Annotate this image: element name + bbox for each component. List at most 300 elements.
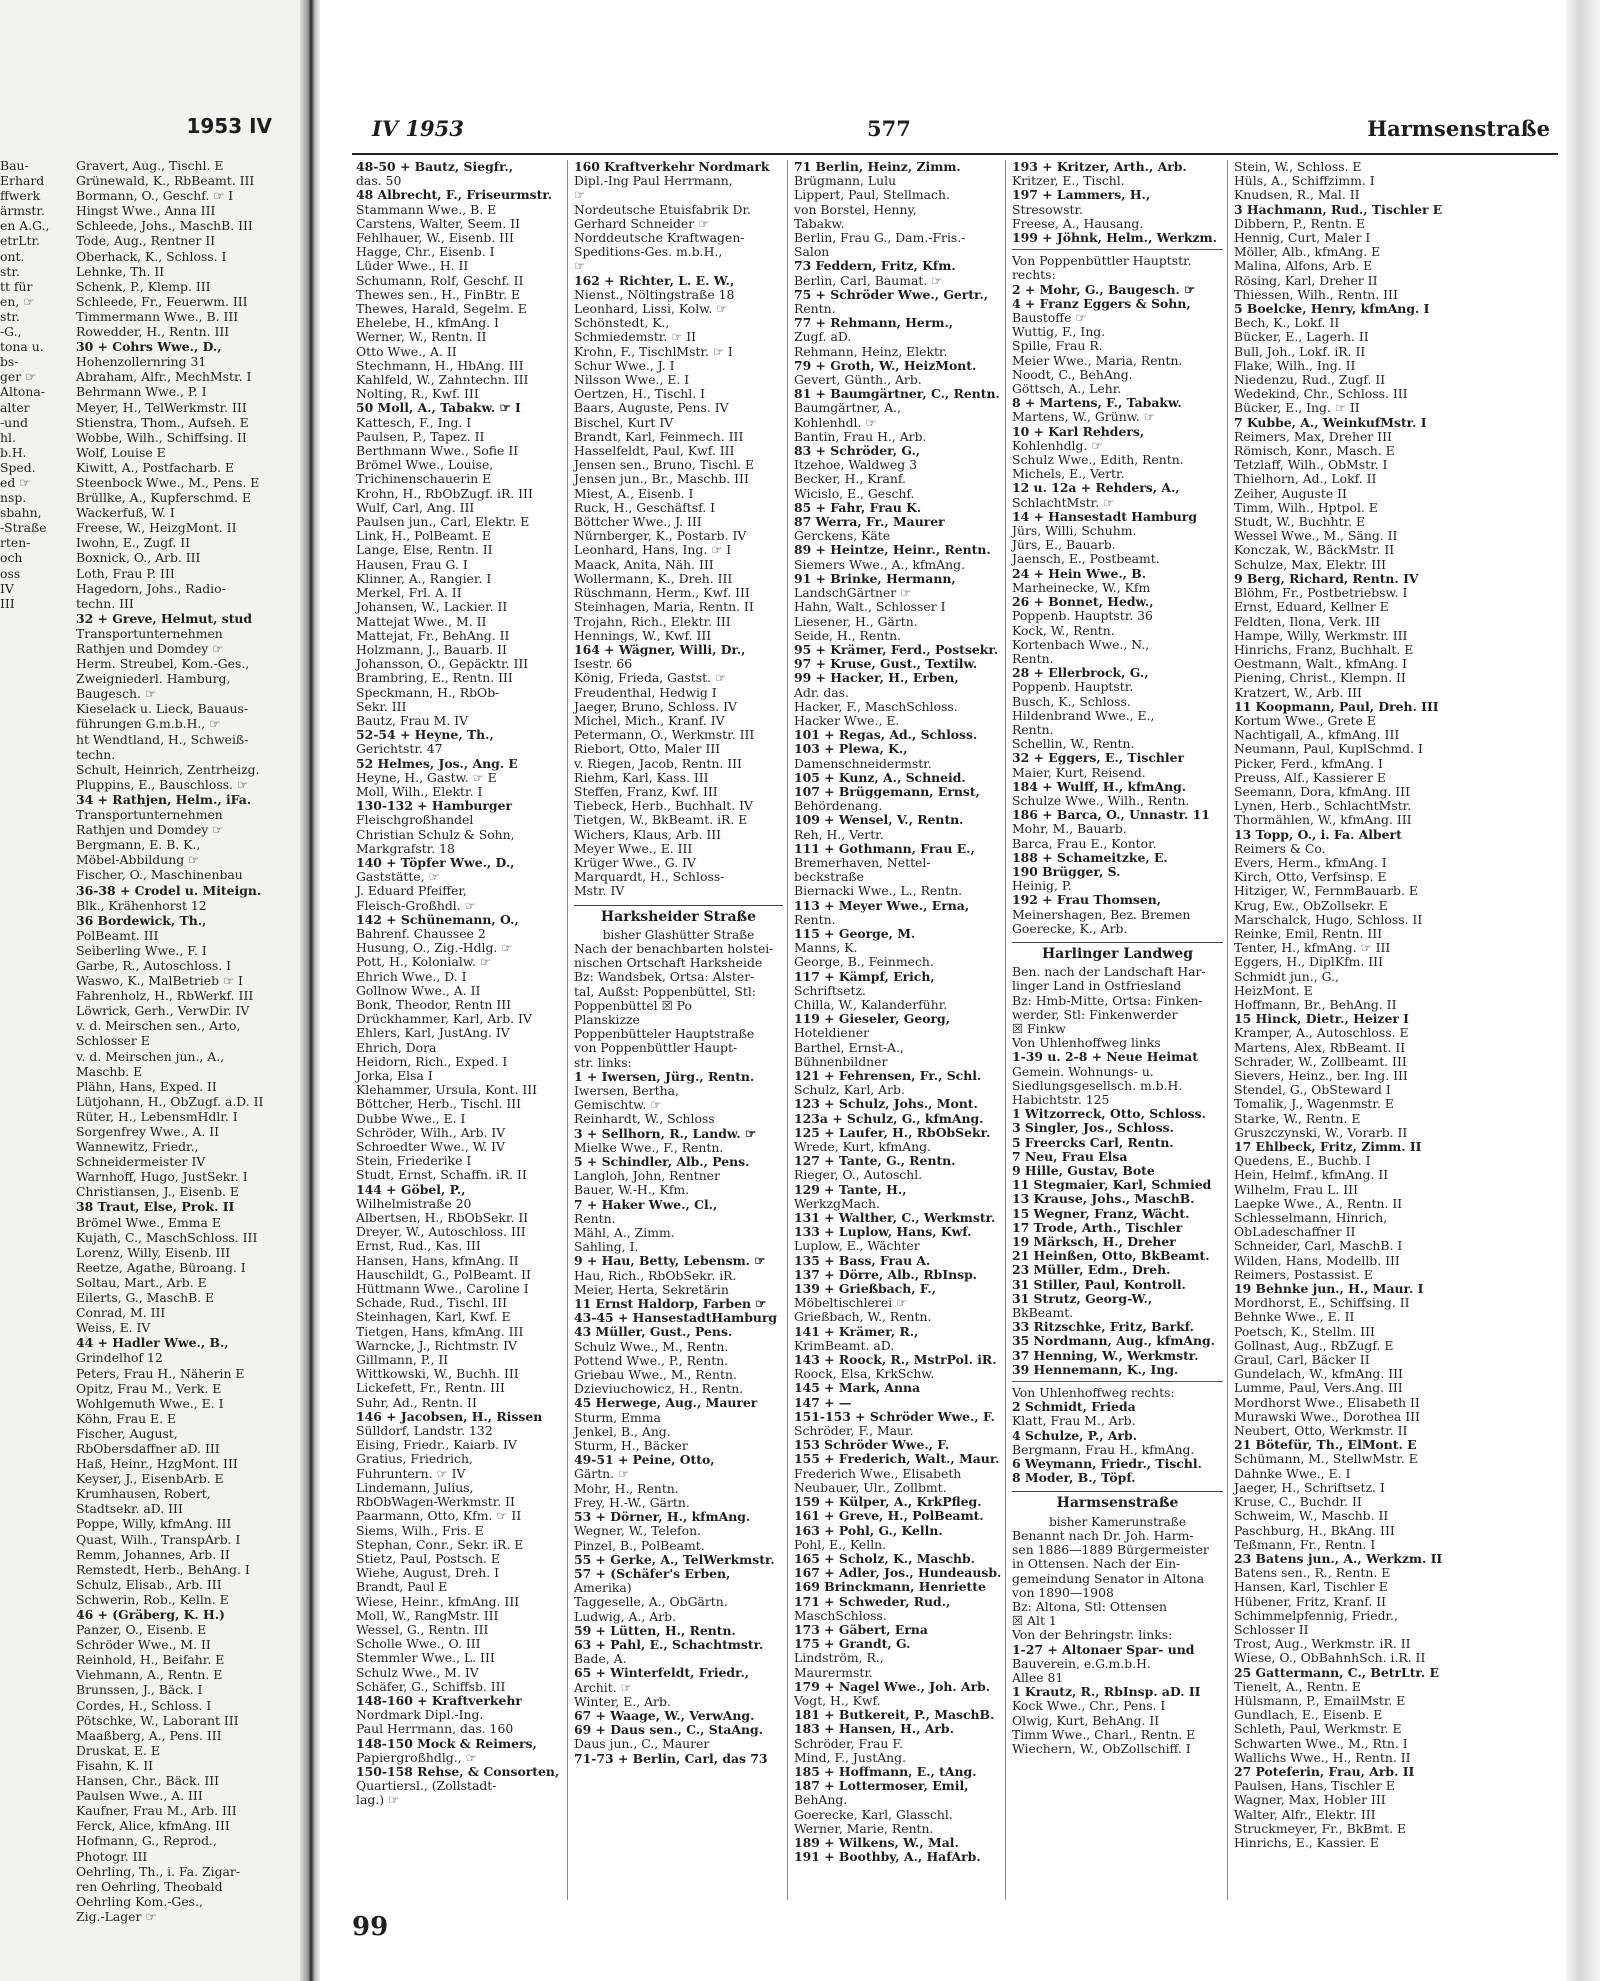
directory-entry: Schmiedemstr. ☞ II <box>574 329 697 345</box>
directory-entry: hl. <box>0 429 16 445</box>
directory-entry: Opitz, Frau M., Verk. E <box>76 1380 222 1396</box>
directory-entry: 7 Neu, Frau Elsa <box>1012 1148 1128 1164</box>
directory-entry: alter <box>0 399 30 415</box>
directory-entry: Wessel Wwe., M., Säng. II <box>1234 528 1398 544</box>
directory-entry: Hofmann, G., Reprod., <box>76 1833 217 1849</box>
directory-entry: Lehnke, Th. II <box>76 263 165 279</box>
directory-entry: Stresowstr. <box>1012 201 1083 217</box>
directory-entry: Hacker, F., MaschSchloss. <box>794 698 958 714</box>
directory-entry: Freese, W., HeizgMont. II <box>76 520 237 536</box>
directory-entry: 25 Gattermann, C., BetrLtr. E <box>1234 1664 1439 1680</box>
directory-entry: Oehrling, Th., i. Fa. Zigar- <box>76 1863 241 1879</box>
directory-entry: Warnhoff, Hugo, JustSekr. I <box>76 1169 248 1185</box>
directory-entry: Rösing, Karl, Dreher II <box>1234 272 1378 288</box>
directory-entry: Lindström, R., <box>794 1650 884 1666</box>
directory-entry: 109 + Wensel, V., Rentn. <box>794 812 964 828</box>
directory-entry: PolBeamt. III <box>76 927 159 943</box>
directory-entry: 12 u. 12a + Rehders, A., <box>1012 480 1180 496</box>
directory-entry: Hahn, Walt., Schlosser I <box>794 599 946 615</box>
directory-entry: Mordhorst Wwe., Elisabeth II <box>1234 1394 1420 1410</box>
directory-entry: Möbel-Abbildung ☞ <box>76 852 200 868</box>
directory-entry: Schulze Wwe., Wilh., Rentn. <box>1012 792 1190 808</box>
directory-entry: tt für <box>0 278 33 294</box>
directory-entry: 147 + — <box>794 1394 852 1410</box>
directory-entry: Barthel, Ernst-A., <box>794 1039 904 1055</box>
directory-entry: Klinner, A., Rangier. I <box>356 570 492 586</box>
directory-entry: Oertzen, H., Tischl. I <box>574 386 705 402</box>
directory-entry: Haß, Heinr., HzgMont. III <box>76 1456 238 1472</box>
directory-entry: Tabakw. <box>794 215 845 231</box>
directory-entry: Johansen, W., Lackier. II <box>356 599 508 615</box>
directory-entry: Fleisch-Großhdl. ☞ <box>356 897 476 913</box>
directory-entry: Bücker, E., Ing. ☞ II <box>1234 400 1360 416</box>
directory-entry: lag.) ☞ <box>356 1792 400 1808</box>
directory-entry: Jaensch, E., Postbeamt. <box>1012 551 1160 567</box>
directory-entry: Hausen, Frau G. I <box>356 556 468 572</box>
directory-entry: Möbeltischlerei ☞ <box>794 1295 908 1311</box>
directory-entry: 5 + Schindler, Alb., Pens. <box>574 1154 750 1170</box>
directory-entry: Siedlungsgesellsch. m.b.H. <box>1012 1077 1183 1093</box>
directory-entry: str. <box>0 263 20 279</box>
directory-entry: Baugesch. ☞ <box>76 686 157 702</box>
directory-entry: 123 + Schulz, Johs., Mont. <box>794 1096 978 1112</box>
directory-entry: 79 + Groth, W., HeizMont. <box>794 357 977 373</box>
running-street-title: Harmsenstraße <box>1367 116 1550 141</box>
street-heading: Harlinger Landweg <box>1012 942 1223 961</box>
directory-entry: Laepke Wwe., A., Rentn. II <box>1234 1195 1403 1211</box>
directory-entry: Freese, A., Hausang. <box>1012 215 1144 231</box>
directory-entry: ger ☞ <box>0 369 37 385</box>
directory-entry: 11 Koopmann, Paul, Dreh. III <box>1234 698 1439 714</box>
directory-entry: Mordhorst, E., Schiffsing. II <box>1234 1295 1410 1311</box>
directory-entry: Möller, Alb., kfmAng. E <box>1234 244 1381 260</box>
directory-entry: Schulz Wwe., M. IV <box>356 1664 479 1680</box>
directory-entry: 175 + Grandt, G. <box>794 1636 911 1652</box>
directory-entry: Baumgärtner, A., <box>794 400 902 416</box>
directory-entry: 15 Hinck, Dietr., Heizer I <box>1234 1011 1409 1027</box>
directory-entry: Gaststätte, ☞ <box>356 869 440 885</box>
directory-entry: Pohl, E., Kelln. <box>794 1536 887 1552</box>
directory-entry: Bauverein, e.G.m.b.H. <box>1012 1655 1151 1671</box>
directory-entry: Markgrafstr. 18 <box>356 840 455 856</box>
directory-entry: Schönstedt, K., <box>574 315 670 331</box>
directory-entry: 53 + Dörner, H., kfmAng. <box>574 1509 751 1525</box>
directory-entry: 33 Ritzschke, Fritz, Barkf. <box>1012 1319 1194 1335</box>
directory-entry: Paulsen, P., Tapez. II <box>356 428 485 444</box>
directory-entry: Poppe, Willy, kfmAng. III <box>76 1516 232 1532</box>
directory-entry: 193 + Kritzer, Arth., Arb. <box>1012 159 1187 174</box>
directory-entry: Kirch, Otto, Verfsinsp. E <box>1234 869 1387 885</box>
directory-entry: 13 Topp, O., i. Fa. Albert <box>1234 826 1402 842</box>
directory-entry: 39 Hennemann, K., Ing. <box>1012 1361 1179 1377</box>
directory-entry: Maschb. E <box>76 1063 143 1079</box>
directory-entry: Gemischtw. ☞ <box>574 1097 662 1113</box>
directory-entry: Schlesselmann, Hinrich, <box>1234 1210 1388 1226</box>
directory-entry: Soltau, Mart., Arb. E <box>76 1274 207 1290</box>
directory-entry: Frey, H.-W., Gärtn. <box>574 1494 690 1510</box>
directory-entry: in Ottensen. Nach der Ein- <box>1012 1556 1181 1572</box>
directory-entry: Schleede, Fr., Feuerwm. III <box>76 293 248 309</box>
directory-entry: 3 Hachmann, Rud., Tischler E <box>1234 201 1443 217</box>
directory-entry: Schulz Wwe., M., Rentn. <box>574 1338 729 1354</box>
directory-entry: 188 + Schameitzke, E. <box>1012 849 1168 865</box>
directory-entry: Brömel Wwe., Emma E <box>76 1214 221 1230</box>
directory-entry: Bischel, Kurt IV <box>574 414 674 430</box>
page-number: 577 <box>867 116 911 141</box>
directory-entry: Otto Wwe., A. II <box>356 343 457 359</box>
directory-entry: Niedenzu, Rud., Zugf. II <box>1234 372 1386 388</box>
directory-entry: Erhard <box>0 173 45 189</box>
directory-entry: 185 + Hoffmann, E., tAng. <box>794 1763 977 1779</box>
directory-entry: Marquardt, H., Schloss- <box>574 869 725 885</box>
directory-entry: Hüttmann Wwe., Caroline I <box>356 1281 529 1297</box>
directory-entry: Gerichtstr. 47 <box>356 741 443 757</box>
directory-entry: ☞ <box>574 258 586 274</box>
directory-entry: Habichtstr. 125 <box>1012 1092 1110 1107</box>
directory-entry: Schroedter Wwe., W. IV <box>356 1139 506 1155</box>
directory-entry: Neubauer, Ulr., Zollbmt. <box>794 1479 947 1495</box>
directory-entry: Seide, H., Rentn. <box>794 627 902 643</box>
directory-entry: Batens sen., R., Rentn. E <box>1234 1565 1391 1581</box>
directory-entry: Photogr. III <box>76 1848 148 1864</box>
directory-entry: 85 + Fahr, Frau K. <box>794 499 922 515</box>
directory-entry: Martens, W., Grünw. ☞ <box>1012 409 1155 425</box>
directory-entry: Dubbe Wwe., E. I <box>356 1110 466 1126</box>
directory-entry: Hoteldiener <box>794 1025 870 1041</box>
directory-entry: Goerecke, K., Arb. <box>1012 920 1128 936</box>
directory-entry: Timm Wwe., Charl., Rentn. E <box>1012 1726 1196 1742</box>
directory-entry: Kaufner, Frau M., Arb. III <box>76 1803 237 1819</box>
directory-entry: Löwrick, Gerh., VerwDir. IV <box>76 1003 250 1019</box>
directory-entry: Hinrichs, Franz, Buchhalt. E <box>1234 641 1414 657</box>
directory-entry: Wagner, Max, Hobler III <box>1234 1792 1386 1808</box>
directory-entry: Jürs, E., Bauarb. <box>1012 537 1116 553</box>
directory-entry: Moll, W., RangMstr. III <box>356 1607 499 1623</box>
directory-entry: Bantin, Frau H., Arb. <box>794 428 927 444</box>
directory-entry: Rathjen und Domdey ☞ <box>76 822 224 838</box>
directory-entry: Bücker, E., Lagerh. II <box>1234 329 1369 345</box>
directory-entry: Tode, Aug., Rentner II <box>76 233 216 249</box>
directory-entry: en, ☞ <box>0 293 35 309</box>
previous-page-column <box>72 158 292 1924</box>
directory-entry: 139 + Grießbach, F., <box>794 1281 937 1297</box>
directory-entry: 4 Schulze, P., Arb. <box>1012 1427 1138 1443</box>
directory-entry: Ehrich Wwe., D. I <box>356 968 467 984</box>
directory-entry: Reetze, Agathe, Büroang. I <box>76 1259 246 1275</box>
directory-entry: 9 Berg, Richard, Rentn. IV <box>1234 570 1419 586</box>
directory-entry: Kruse, C., Buchdr. II <box>1234 1494 1362 1510</box>
directory-entry: Schulz, Elisab., Arb. III <box>76 1576 222 1592</box>
directory-entry: Plähn, Hans, Exped. II <box>76 1078 217 1094</box>
directory-entry: Drückhammer, Karl, Arb. IV <box>356 1011 532 1027</box>
directory-entry: Planskizze <box>574 1011 640 1027</box>
directory-entry: III <box>0 595 15 611</box>
directory-entry: Walter, Alfr., Elektr. III <box>1234 1806 1376 1822</box>
directory-entry: Heidorn, Rich., Exped. I <box>356 1053 508 1069</box>
directory-entry: Grindelhof 12 <box>76 1350 163 1366</box>
directory-entry: 99 + Hacker, H., Erben, <box>794 670 959 686</box>
directory-entry: 17 Ehlbeck, Fritz, Zimm. II <box>1234 1139 1422 1155</box>
directory-entry: Thewes, Harald, Segelm. E <box>356 301 527 317</box>
directory-entry: Hansen, Hans, kfmAng. II <box>356 1252 519 1268</box>
directory-entry: Poetsch, K., Stellm. III <box>1234 1323 1375 1339</box>
directory-entry: 81 + Baumgärtner, C., Rentn. <box>794 386 1000 402</box>
directory-entry: tal, Außst: Poppenbüttel, Stl: <box>574 983 756 999</box>
directory-entry: Jenkel, B., Ang. <box>574 1423 671 1439</box>
directory-entry: Gollnast, Aug., RbZugf. E <box>1234 1337 1394 1353</box>
directory-entry: Luplow, E., Wächter <box>794 1238 920 1254</box>
directory-entry: Ben. nach der Landschaft Har- <box>1012 964 1206 980</box>
directory-entry: Scholle Wwe., O. III <box>356 1636 481 1652</box>
directory-entry: 95 + Krämer, Ferd., Postsekr. <box>794 641 999 657</box>
directory-entry: Ehelebe, H., kfmAng. I <box>356 315 499 331</box>
directory-entry: 113 + Meyer Wwe., Erna, <box>794 897 970 913</box>
directory-entry: Hacker Wwe., E. <box>794 712 900 728</box>
directory-entry: 1 Krautz, R., RbInsp. aD. II <box>1012 1684 1201 1700</box>
directory-entry: Mähl, A., Zimm. <box>574 1225 675 1241</box>
directory-entry: Werner, W., Rentn. II <box>356 329 487 345</box>
directory-entry: Chilla, W., Kalanderführ. <box>794 996 948 1012</box>
directory-entry: Papiergroßhdlg., ☞ <box>356 1749 477 1765</box>
directory-entry: Bremerhaven, Nettel- <box>794 854 931 870</box>
directory-entry: Behrmann Wwe., P. I <box>76 384 207 400</box>
directory-entry: Klatt, Frau M., Arb. <box>1012 1413 1136 1429</box>
directory-entry: Remm, Johannes, Arb. II <box>76 1546 230 1562</box>
directory-entry: Oestmann, Walt., kfmAng. I <box>1234 656 1408 672</box>
directory-entry: 146 + Jacobsen, H., Rissen <box>356 1408 543 1424</box>
directory-entry: Wittkowski, W., Buchh. III <box>356 1366 519 1382</box>
directory-entry: Wuttig, F., Ing. <box>1012 324 1106 340</box>
directory-entry: Timm, Wilh., Hptpol. E <box>1234 499 1378 515</box>
directory-entry: Hübener, Fritz, Kranf. II <box>1234 1593 1387 1609</box>
directory-entry: Lindemann, Julius, <box>356 1479 474 1495</box>
directory-entry: Fuhruntern. ☞ IV <box>356 1465 466 1481</box>
directory-entry: KrimBeamt. aD. <box>794 1337 895 1353</box>
directory-entry: Hampe, Willy, Werkmstr. III <box>1234 627 1408 643</box>
directory-entry: 8 Moder, B., Töpf. <box>1012 1470 1136 1486</box>
directory-entry: ht Wendtland, H., Schweiß- <box>76 731 249 747</box>
directory-entry: Gerhard Schneider ☞ <box>574 215 710 231</box>
directory-entry: Transportunternehmen <box>76 625 223 641</box>
directory-entry: Daus jun., C., Maurer <box>574 1736 710 1752</box>
directory-entry: Boxnick, O., Arb. III <box>76 550 201 566</box>
directory-entry: 36-38 + Crodel u. Miteign. <box>76 882 262 898</box>
directory-entry: Steffen, Franz, Kwf. III <box>574 783 718 799</box>
directory-entry: 77 + Rehmann, Herm., <box>794 315 954 331</box>
directory-entry: 173 + Gäbert, Erna <box>794 1621 928 1637</box>
directory-entry: Klehammer, Ursula, Kont. III <box>356 1082 538 1098</box>
directory-entry: Garbe, R., Autoschloss. I <box>76 957 232 973</box>
directory-entry: 153 Schröder Wwe., F. <box>794 1437 950 1453</box>
directory-entry: Wegner, W., Telefon. <box>574 1523 702 1539</box>
directory-entry: Rentn. <box>794 301 836 317</box>
directory-entry: 161 + Greve, H., PolBeamt. <box>794 1508 984 1524</box>
previous-page-fragments <box>0 158 56 611</box>
street-heading: Harmsenstraße <box>1012 1491 1223 1510</box>
directory-entry: Nachtigall, A., kfmAng. III <box>1234 727 1400 743</box>
directory-entry: 131 + Walther, C., Werkmstr. <box>794 1210 996 1226</box>
directory-entry: Maack, Anita, Näh. III <box>574 556 714 572</box>
directory-entry: Eggers, H., DiplKfm. III <box>1234 954 1383 970</box>
directory-entry: Wiechern, W., ObZollschiff. I <box>1012 1740 1191 1756</box>
directory-entry: Bergmann, E. B. K., <box>76 837 201 853</box>
directory-entry: 43-45 + HansestadtHamburg <box>574 1310 778 1326</box>
directory-entry: 142 + Schünemann, O., <box>356 911 519 927</box>
directory-entry: Schumann, Rolf, Geschf. II <box>356 272 524 288</box>
directory-entry: Goerecke, Karl, Glasschl. <box>794 1806 953 1822</box>
directory-entry: Schulz Wwe., Edith, Rentn. <box>1012 452 1184 468</box>
directory-entry: 7 Kubbe, A., WeinkufMstr. I <box>1234 414 1427 430</box>
directory-entry: 189 + Wilkens, W., Mal. <box>794 1834 959 1850</box>
directory-entry: Schröder, Wilh., Arb. IV <box>356 1124 506 1140</box>
directory-entry: Paulsen Wwe., A. III <box>76 1788 203 1804</box>
directory-entry: Berthmann Wwe., Sofie II <box>356 443 519 459</box>
directory-entry: Gratius, Friedrich, <box>356 1451 473 1467</box>
directory-entry: Conrad, M. III <box>76 1305 166 1321</box>
directory-entry: Rüschmann, Herm., Kwf. III <box>574 585 750 601</box>
directory-entry: Ernst, Eduard, Kellner E <box>1234 599 1389 615</box>
directory-entry: Steinhagen, Maria, Rentn. II <box>574 599 754 615</box>
directory-entry: 63 + Pahl, E., Schachtmstr. <box>574 1636 764 1652</box>
directory-entry: Marschalck, Hugo, Schloss. II <box>1234 911 1423 927</box>
directory-entry: Brüllke, A., Kupferschmd. E <box>76 490 252 506</box>
directory-entry: Michel, Mich., Kranf. IV <box>574 712 725 728</box>
directory-entry: Dahnke Wwe., E. I <box>1234 1465 1351 1481</box>
directory-entry: Hennig, Curt, Maler I <box>1234 230 1371 246</box>
directory-entry: Köhn, Frau E. E <box>76 1410 177 1426</box>
directory-entry: WerkzgMach. <box>794 1195 880 1211</box>
directory-entry: Panzer, O., Eisenb. E <box>76 1622 207 1638</box>
directory-entry: Rentn. <box>1012 721 1054 737</box>
directory-entry: 4 + Franz Eggers & Sohn, <box>1012 295 1191 311</box>
directory-entry: 46 + (Gräberg, K. H.) <box>76 1607 225 1622</box>
directory-entry: Grießbach, W., Rentn. <box>794 1309 932 1325</box>
directory-entry: Loth, Frau P. III <box>76 565 175 581</box>
directory-entry: 2 Schmidt, Frieda <box>1012 1399 1136 1415</box>
directory-entry: Hagedorn, Johs., Radio- <box>76 580 226 596</box>
directory-entry: Gundelach, W., kfmAng. III <box>1234 1366 1403 1382</box>
directory-entry: Pluppins, E., Bauschloss. ☞ <box>76 776 249 792</box>
directory-entry: Rehmann, Heinz, Elektr. <box>794 343 948 359</box>
directory-entry: Lynen, Herb., SchlachtMstr. <box>1234 798 1412 814</box>
page-header <box>332 100 1558 140</box>
directory-entry: linger Land in Ostfriesland <box>1012 978 1182 994</box>
header-rule <box>352 153 1558 155</box>
directory-entry: 144 + Göbel, P., <box>356 1181 466 1197</box>
directory-entry: Jorka, Elsa I <box>356 1068 433 1083</box>
directory-entry: Paulsen jun., Carl, Elektr. E <box>356 514 530 530</box>
directory-entry: Rüter, H., LebensmHdlr. I <box>76 1108 238 1124</box>
directory-entry: Tetzlaff, Wilh., ObMstr. I <box>1234 457 1388 473</box>
directory-entry: Brandt, Paul E <box>356 1579 448 1595</box>
street-heading: Harksheider Straße <box>574 905 783 924</box>
directory-entry: Blöhm, Fr., Postbetriebsw. I <box>1234 585 1408 601</box>
directory-entry: 125 + Laufer, H., RbObSekr. <box>794 1124 991 1140</box>
directory-entry: 35 Nordmann, Aug., kfmAng. <box>1012 1333 1215 1349</box>
directory-entry: von Borstel, Henny, <box>794 201 917 217</box>
directory-entry: Römisch, Konr., Masch. E <box>1234 443 1395 459</box>
directory-entry: Nordeutsche Etuisfabrik Dr. <box>574 201 751 217</box>
directory-entry: Leonhard, Hans, Ing. ☞ I <box>574 542 732 558</box>
directory-entry: von Poppenbüttler Haupt- <box>574 1040 738 1056</box>
directory-entry: Nach der benachbarten holstei- <box>574 940 774 956</box>
directory-entry: Sahling, I. <box>574 1239 639 1255</box>
directory-entry: 59 + Lütten, H., Rentn. <box>574 1622 736 1638</box>
directory-entry: Starke, W., Rentn. E <box>1234 1110 1361 1126</box>
directory-entry: Paschburg, H., BkAng. III <box>1234 1522 1395 1538</box>
directory-entry: 123a + Schulz, G., kfmAng. <box>794 1110 984 1126</box>
directory-entry: Meinershagen, Bez. Bremen <box>1012 906 1191 922</box>
directory-entry: von 1890—1908 <box>1012 1584 1114 1600</box>
directory-entry: ren Oehrling, Theobald <box>76 1878 223 1894</box>
directory-entry: 135 + Bass, Frau A. <box>794 1252 931 1268</box>
directory-entry: Piening, Christ., Klempn. II <box>1234 670 1406 686</box>
directory-entry: 164 + Wägner, Willi, Dr., <box>574 641 746 657</box>
directory-entry: Tenter, H., kfmAng. ☞ III <box>1234 940 1391 956</box>
directory-entry: Bz: Hmb-Mitte, Ortsa: Finken- <box>1012 992 1203 1008</box>
directory-entry: Dibbern, P., Rentn. E <box>1234 215 1366 231</box>
directory-entry: Wilhelmistraße 20 <box>356 1195 472 1211</box>
directory-entry: Siemers Wwe., A., kfmAng. <box>794 556 965 572</box>
directory-entry: Brügmann, Lulu <box>794 173 897 189</box>
directory-entry: Lickefett, Fr., Rentn. III <box>356 1380 505 1396</box>
directory-entry: 23 Batens jun., A., Werkzm. II <box>1234 1550 1443 1566</box>
directory-entry: Stein, W., Schloss. E <box>1234 159 1362 174</box>
directory-entry: 140 + Töpfer Wwe., D., <box>356 854 515 870</box>
directory-entry: 75 + Schröder Wwe., Gertr., <box>794 286 989 302</box>
directory-entry: Ludwig, A., Arb. <box>574 1608 677 1624</box>
directory-entry: Poppenbütteler Hauptstraße <box>574 1026 755 1042</box>
directory-entry: Kortenbach Wwe., N., <box>1012 636 1150 652</box>
directory-entry: Hagge, Chr., Eisenb. I <box>356 244 495 260</box>
directory-entry: Knudsen, R., Mal. II <box>1234 187 1360 203</box>
directory-entry: Sturm, Emma <box>574 1409 661 1425</box>
directory-entry: Kohlenhdl. ☞ <box>794 414 877 430</box>
directory-entry: Brömel Wwe., Louise, <box>356 457 494 473</box>
directory-entry: Schlosser E <box>76 1033 150 1049</box>
directory-entry: 23 Müller, Edm., Dreh. <box>1012 1262 1171 1278</box>
footer-page-number: 99 <box>352 1912 389 1942</box>
directory-entry: 73 Feddern, Fritz, Kfm. <box>794 258 956 274</box>
directory-entry: 107 + Brüggemann, Ernst, <box>794 783 980 799</box>
directory-entry: Studt, Ernst, Schaffn. iR. II <box>356 1167 527 1183</box>
directory-entry: Marheinecke, W., Kfm <box>1012 579 1151 595</box>
directory-entry: Link, H., PolBeamt. E <box>356 528 491 544</box>
directory-entry: Mohr, M., Bauarb. <box>1012 821 1127 837</box>
directory-entry: 37 Henning, W., Werkmstr. <box>1012 1347 1199 1363</box>
directory-entry: Krumhausen, Robert, <box>76 1486 211 1502</box>
directory-entry: 38 Traut, Else, Prok. II <box>76 1199 235 1215</box>
directory-entry: Wolf, Louise E <box>76 444 166 460</box>
directory-entry: Hüls, A., Schiffzimm. I <box>1234 173 1375 189</box>
directory-entry: 71-73 + Berlin, Carl, das 73 <box>574 1750 768 1766</box>
directory-entry: führungen G.m.b.H., ☞ <box>76 716 221 732</box>
directory-entry: Gerckens, Käte <box>794 528 891 544</box>
directory-entry: Norddeutsche Kraftwagen- <box>574 230 745 246</box>
directory-entry: Riehm, Karl, Kass. III <box>574 769 709 785</box>
directory-entry: Damenschneidermstr. <box>794 755 932 771</box>
directory-entry: Tietgen, W., BkBeamt. iR. E <box>574 812 748 828</box>
directory-entry: 130-132 + Hamburger <box>356 798 513 814</box>
directory-entry: Schwerin, Rob., Kelln. E <box>76 1591 229 1607</box>
directory-entry: Quartiersl., (Zollstadt- <box>356 1778 497 1794</box>
directory-entry: Kock, W., Rentn. <box>1012 622 1115 638</box>
directory-entry: Rentn. <box>574 1210 616 1226</box>
directory-entry: Allee 81 <box>1012 1669 1064 1685</box>
directory-entry: Trojahn, Rich., Elektr. III <box>574 613 731 629</box>
directory-entry: Stendel, G., ObSteward I <box>1234 1082 1391 1098</box>
directory-entry: Schmidt jun., G., <box>1234 968 1339 984</box>
